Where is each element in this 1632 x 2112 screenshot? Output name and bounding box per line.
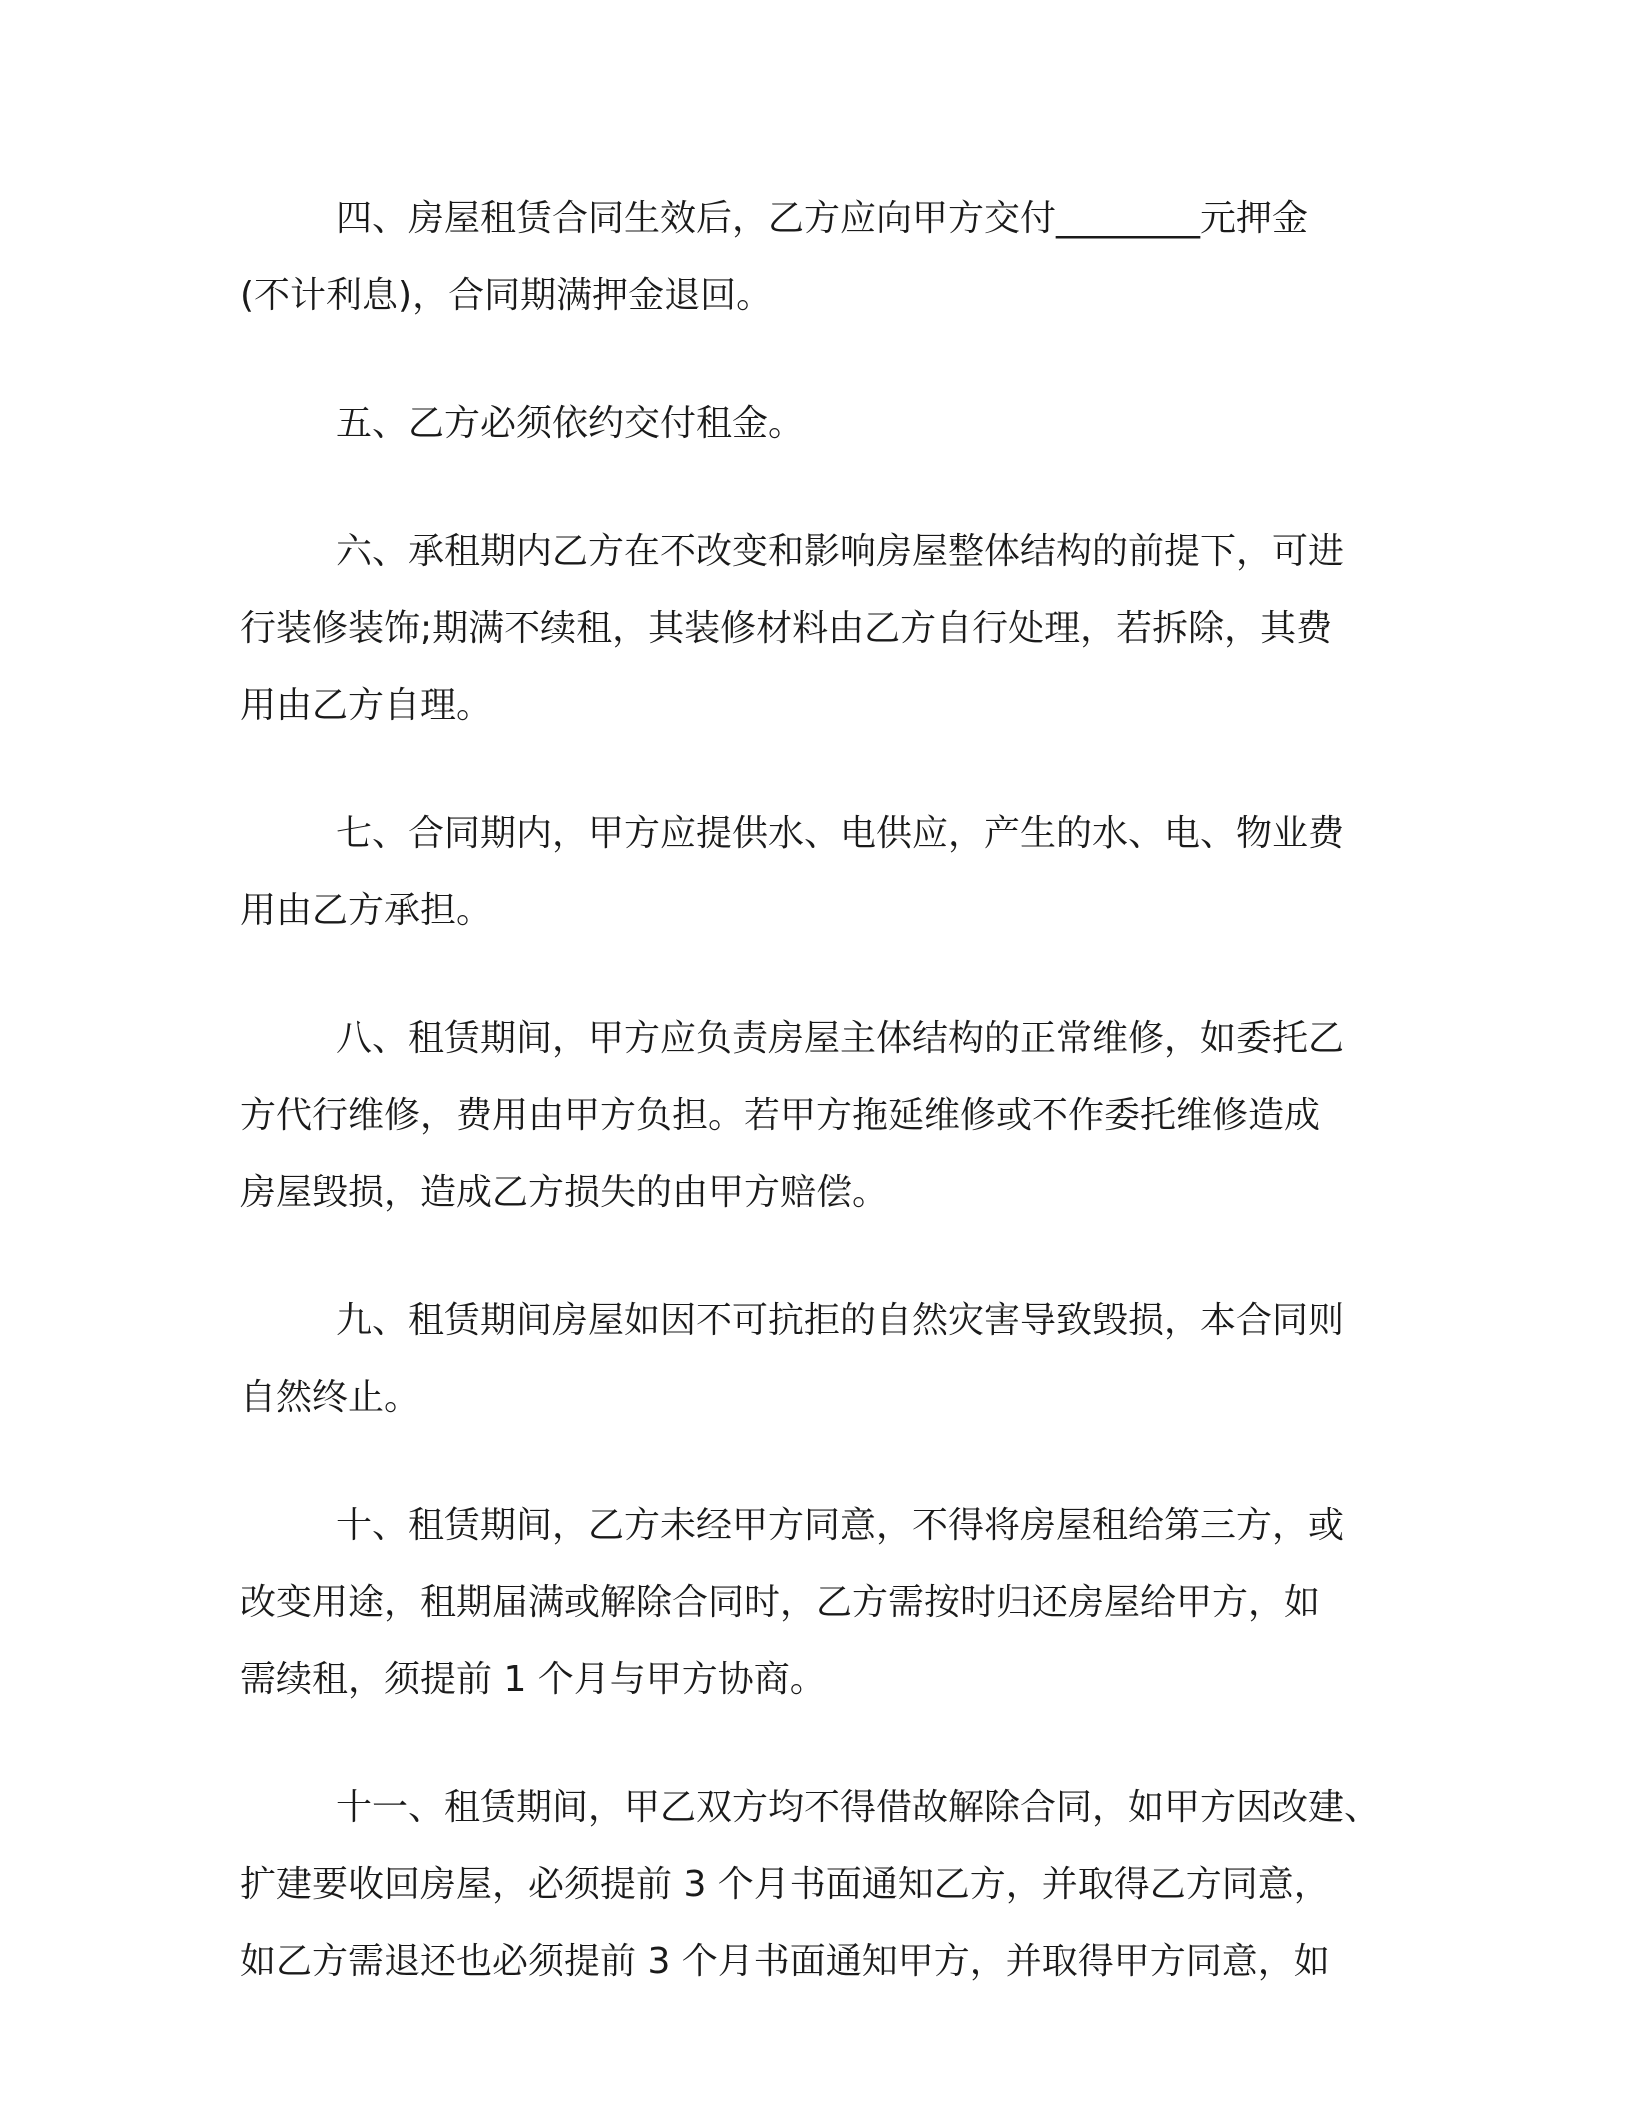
clause-7-line-2: 用由乙方承担。: [240, 890, 493, 931]
clause-8-line-1: 八、租赁期间，甲方应负责房屋主体结构的正常维修，如委托乙: [336, 1018, 1345, 1059]
clause-4-line-1: 四、房屋租赁合同生效后，乙方应向甲方交付________元押金: [336, 198, 1309, 239]
clause-6-line-2: 行装修装饰;期满不续租，其装修材料由乙方自行处理，若拆除，其费: [240, 608, 1333, 649]
clause-5: [240, 385, 1420, 462]
clause-7-line-1: 七、合同期内，甲方应提供水、电供应，产生的水、电、物业费: [336, 813, 1345, 854]
clause-11: [240, 1769, 1420, 2000]
clause-8-line-3: 房屋毁损，造成乙方损失的由甲方赔偿。: [240, 1172, 889, 1213]
clause-10-line-2: 改变用途，租期届满或解除合同时，乙方需按时归还房屋给甲方，如: [240, 1582, 1321, 1623]
clause-4: [240, 180, 1420, 334]
clause-11-line-1: 十一、租赁期间，甲乙双方均不得借故解除合同，如甲方因改建、: [336, 1787, 1381, 1828]
clause-7: [240, 795, 1420, 949]
clause-6: [240, 513, 1420, 744]
contract-body: [240, 180, 1420, 2000]
clause-4-line-2: (不计利息)，合同期满押金退回。: [240, 275, 773, 316]
clause-11-line-2: 扩建要收回房屋，必须提前 3 个月书面通知乙方，并取得乙方同意，: [240, 1864, 1330, 1905]
clause-9-line-1: 九、租赁期间房屋如因不可抗拒的自然灾害导致毁损，本合同则: [336, 1300, 1345, 1341]
clause-9: [240, 1282, 1420, 1436]
clause-11-line-3: 如乙方需退还也必须提前 3 个月书面通知甲方，并取得甲方同意，如: [240, 1941, 1330, 1982]
clause-6-line-3: 用由乙方自理。: [240, 685, 493, 726]
clause-8-line-2: 方代行维修，费用由甲方负担。若甲方拖延维修或不作委托维修造成: [240, 1095, 1321, 1136]
clause-10-line-3: 需续租，须提前 1 个月与甲方协商。: [240, 1659, 826, 1700]
clause-6-line-1: 六、承租期内乙方在不改变和影响房屋整体结构的前提下，可进: [336, 531, 1345, 572]
clause-10-line-1: 十、租赁期间，乙方未经甲方同意，不得将房屋租给第三方，或: [336, 1505, 1345, 1546]
clause-9-line-2: 自然终止。: [240, 1377, 421, 1418]
clause-5-line-1: 五、乙方必须依约交付租金。: [336, 403, 805, 444]
clause-8: [240, 1000, 1420, 1231]
clause-10: [240, 1487, 1420, 1718]
